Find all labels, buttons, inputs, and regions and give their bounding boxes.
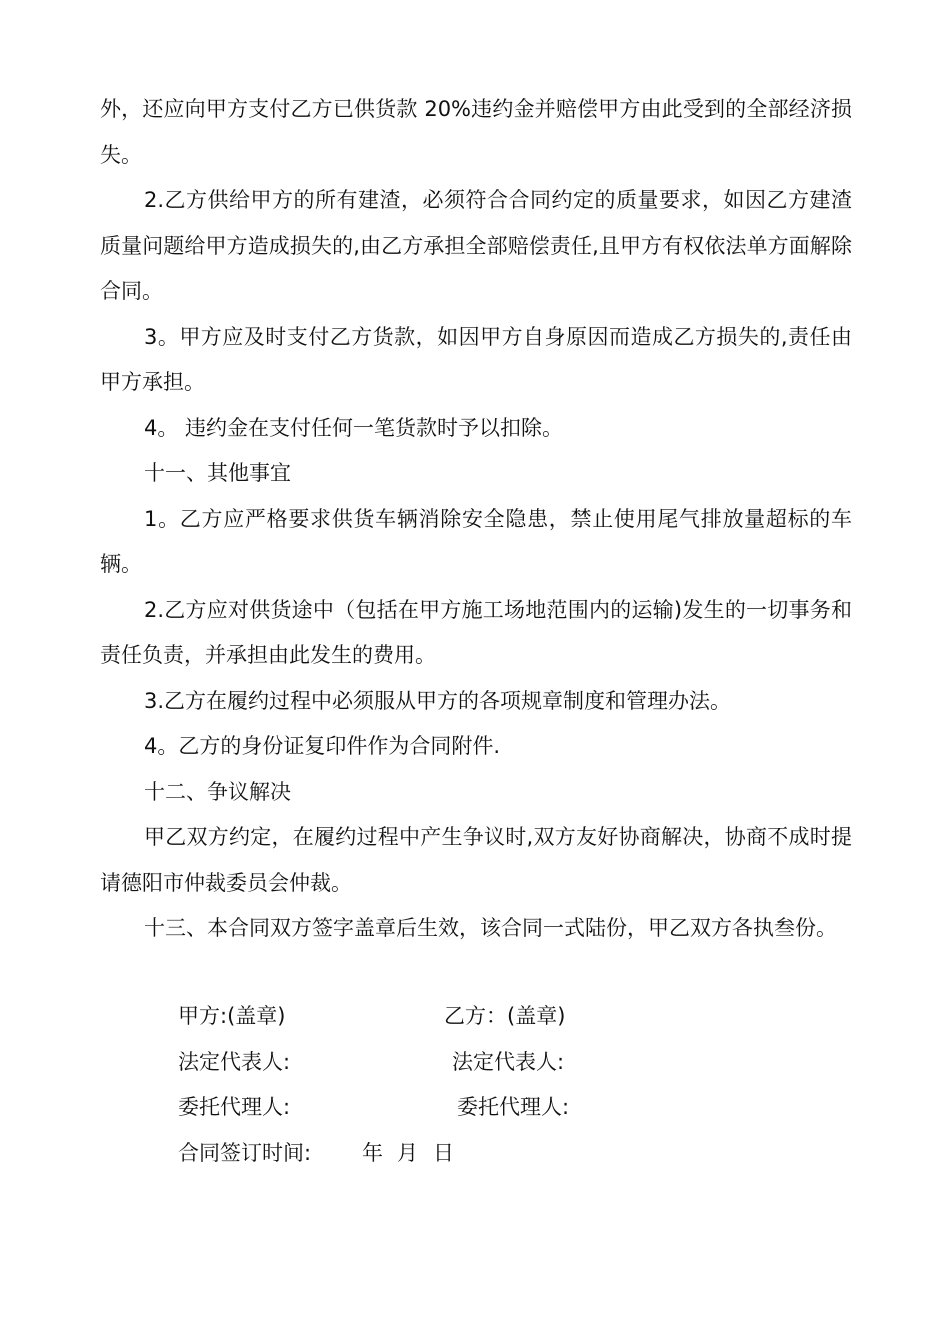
signature-row-date — [178, 1131, 778, 1177]
signing-date-label: 合同签订时间: — [178, 1140, 312, 1165]
paragraph-vehicle-safety: 1。乙方应严格要求供货车辆消除安全隐患，禁止使用尾气排放量超标的车辆。 — [100, 506, 852, 576]
paragraph-transport-liability: 2.乙方应对供货途中（包括在甲方施工场地范围内的运输)发生的一切事务和责任负责，并承担由此发生的费用。 — [100, 597, 852, 667]
party-b-rep-label: 法定代表人: — [452, 1049, 565, 1074]
paragraph-arbitration: 甲乙双方约定，在履约过程中产生争议时,双方友好协商解决，协商不成时提请德阳市仲裁委员会仲裁。 — [100, 825, 852, 895]
signature-block — [178, 994, 778, 1176]
date-day-label: 日 — [433, 1140, 454, 1165]
paragraph-id-attachment: 4。乙方的身份证复印件作为合同附件. — [144, 734, 501, 758]
section-heading-dispute: 十二、争议解决 — [144, 779, 291, 804]
date-month-label: 月 — [397, 1140, 418, 1165]
signature-row-representative — [178, 1040, 778, 1086]
party-a-seal-label: 甲方:(盖章) — [178, 1004, 286, 1028]
paragraph-compliance: 3.乙方在履约过程中必须服从甲方的各项规章制度和管理办法。 — [144, 688, 732, 713]
paragraph-effectiveness: 十三、本合同双方签字盖章后生效，该合同一式陆份，甲乙双方各执叁份。 — [144, 916, 837, 940]
date-year-label: 年 — [362, 1140, 383, 1165]
signature-row-agent — [178, 1085, 778, 1131]
party-a-agent-label: 委托代理人: — [178, 1095, 291, 1119]
paragraph-payment-clause: 3。甲方应及时支付乙方货款，如因甲方自身原因而造成乙方损失的,责任由甲方承担。 — [100, 324, 852, 394]
paragraph-quality-clause: 2.乙方供给甲方的所有建渣，必须符合合同约定的质量要求，如因乙方建渣质量问题给甲方造成损失的,由乙方承担全部赔偿责任,且甲方有权依法单方面解除合同。 — [100, 188, 852, 303]
contract-body — [100, 87, 852, 952]
paragraph-penalty-continued: 外，还应向甲方支付乙方已供货款 20%违约金并赔偿甲方由此受到的全部经济损失。 — [100, 97, 852, 167]
party-a-rep-label: 法定代表人: — [178, 1049, 291, 1074]
paragraph-deduction-clause: 4。 违约金在支付任何一笔货款时予以扣除。 — [144, 415, 564, 440]
section-heading-other-matters: 十一、其他事宜 — [144, 461, 291, 485]
signature-row-seal — [178, 994, 778, 1040]
party-b-seal-label: 乙方：(盖章) — [444, 1004, 566, 1028]
party-b-agent-label: 委托代理人: — [457, 1095, 570, 1119]
